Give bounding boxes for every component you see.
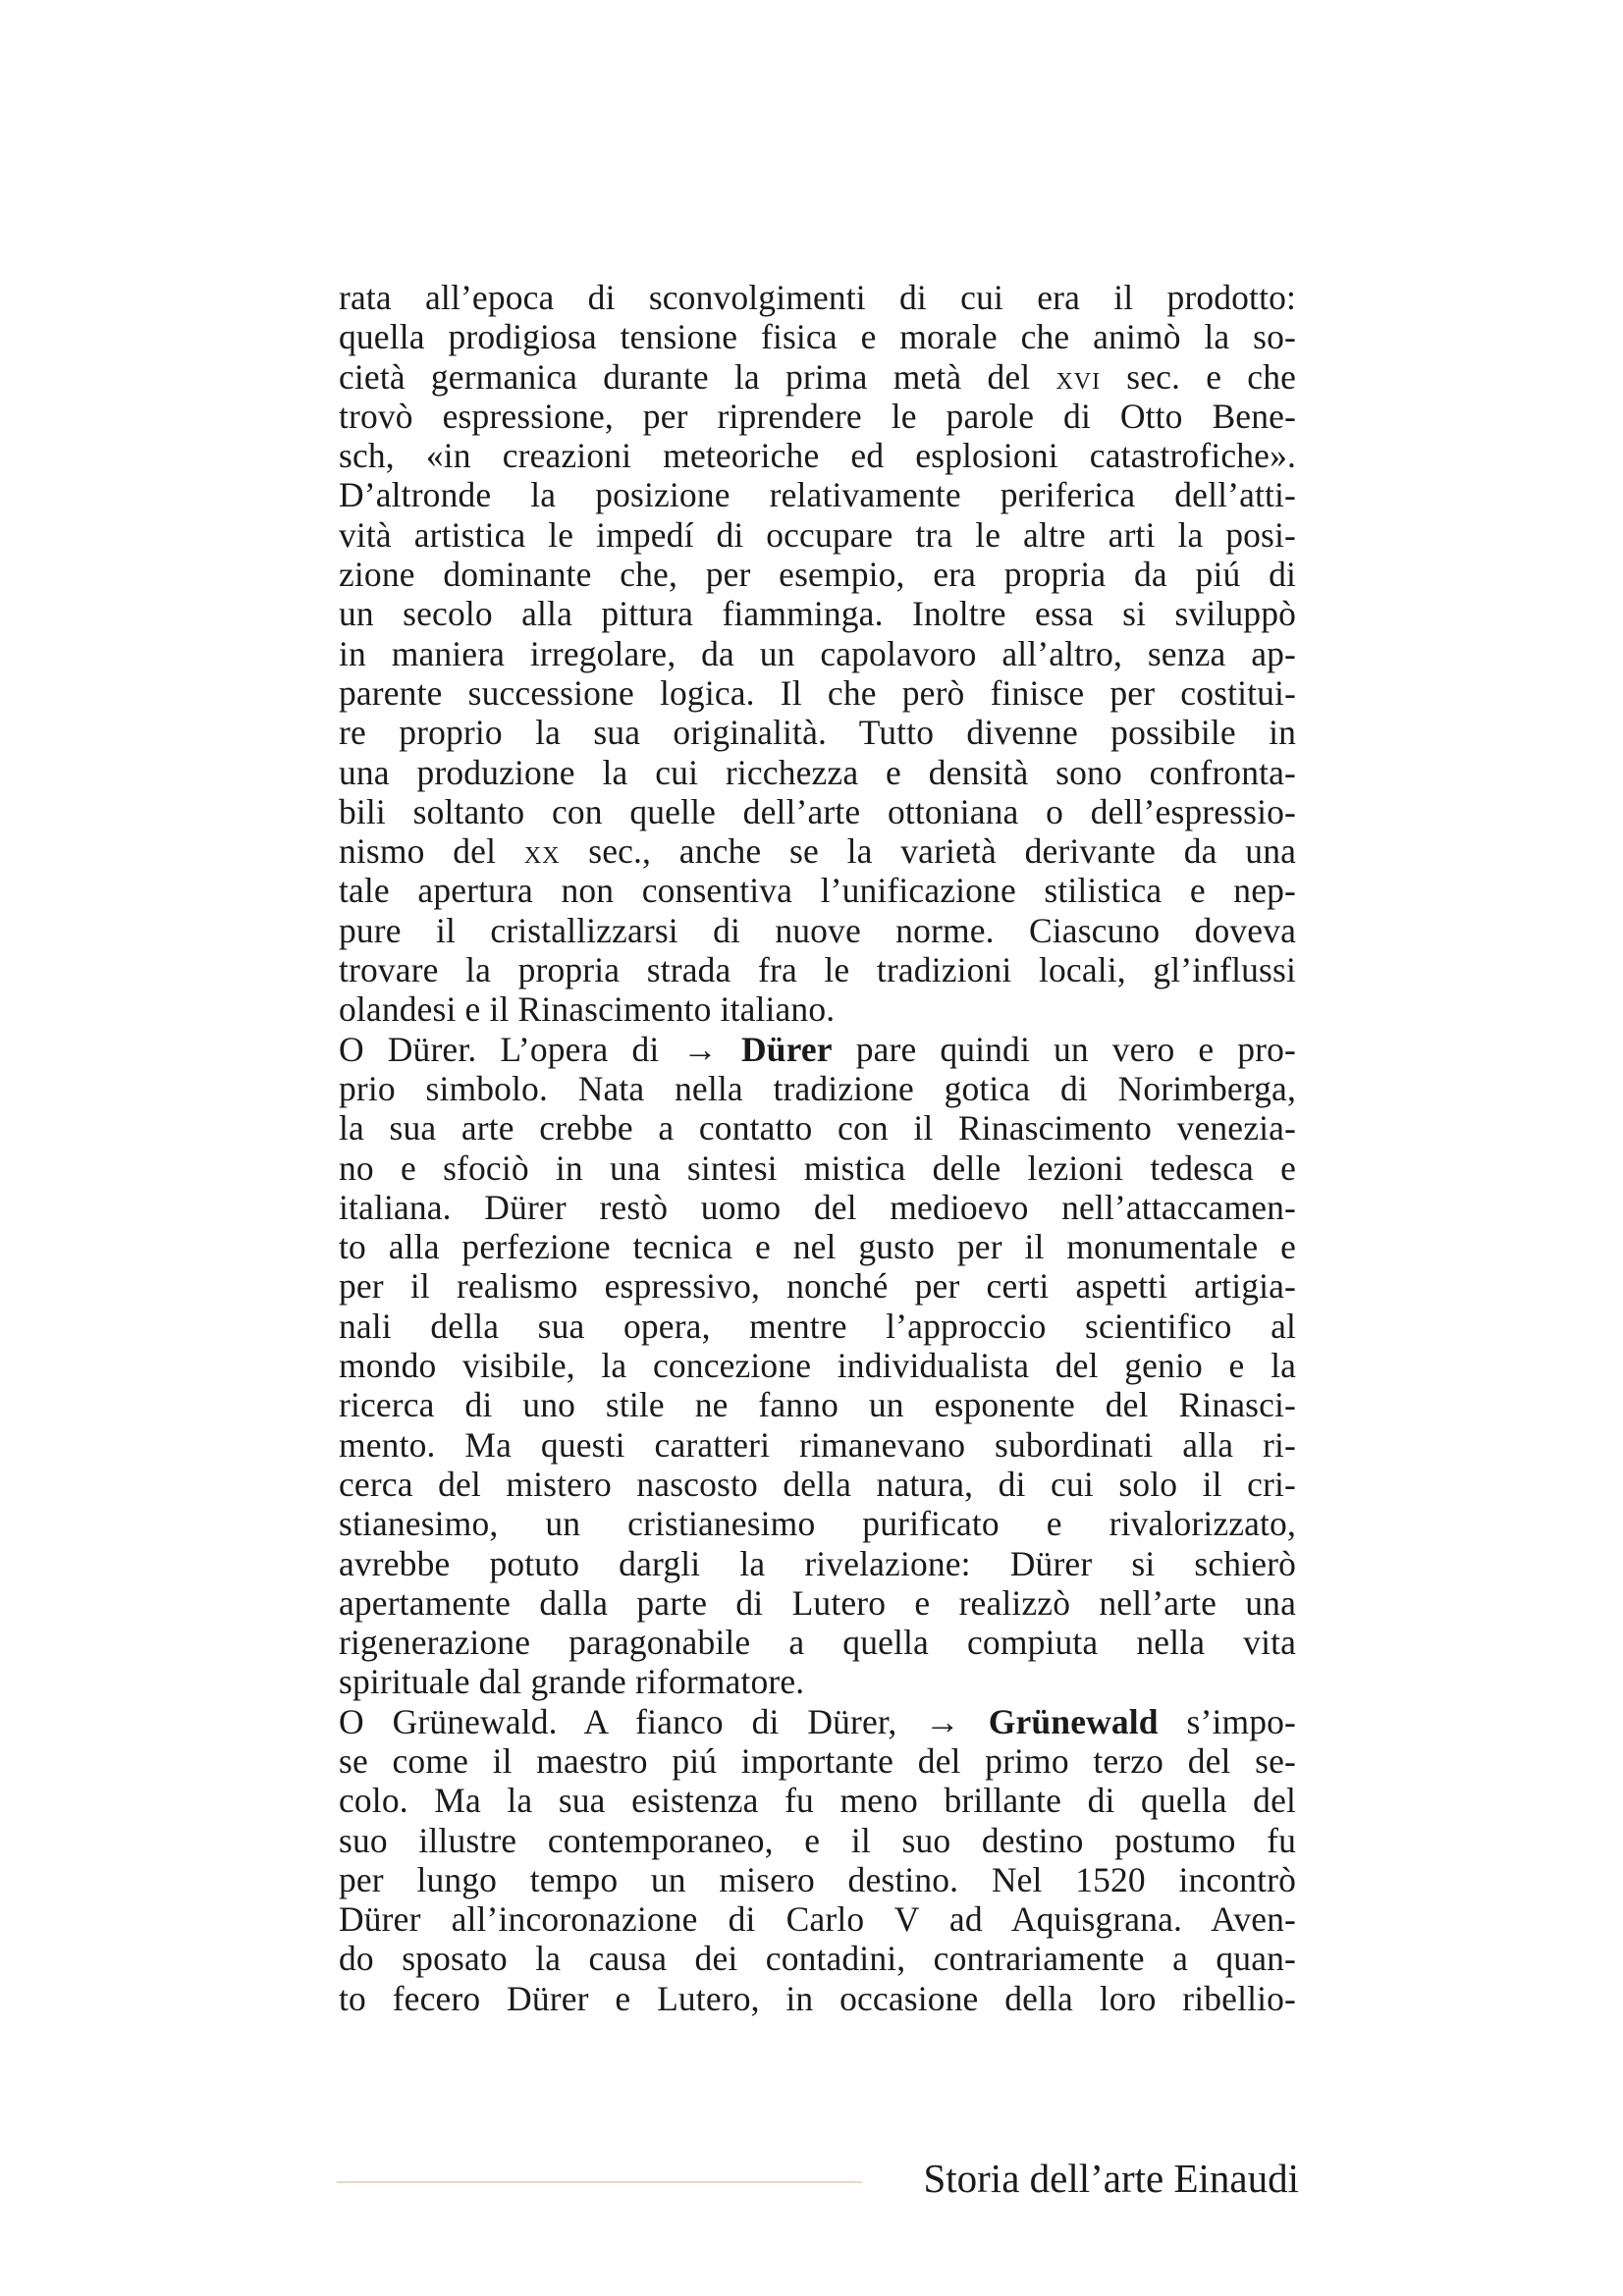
text-line	[339, 871, 1296, 910]
line-text: to alla perfezione tecnica e nel gusto per il monumentale e	[339, 1227, 1296, 1267]
line-text: cietà germanica durante la prima metà del	[339, 356, 1056, 397]
text-line	[339, 673, 1296, 713]
line-text: stianesimo, un cristianesimo purificato e rivalorizzato,	[339, 1504, 1296, 1544]
line-text: spirituale dal grande riformatore.	[339, 1662, 805, 1702]
text-line	[339, 1702, 1296, 1741]
line-text: quella prodigiosa tensione fisica e morale che animò la so-	[339, 317, 1296, 357]
text-line	[339, 1979, 1296, 2018]
body-text	[339, 278, 1296, 2018]
cross-reference: Dürer	[740, 1029, 833, 1069]
line-text: bili soltanto con quelle dell’arte ottoniana o dell’espressio-	[339, 791, 1296, 831]
line-text: tale apertura non consentiva l’unificazione stilistica e nep-	[339, 871, 1296, 911]
text-line	[339, 317, 1296, 356]
line-text: ricerca di uno stile ne fanno un esponente del Rinasci-	[339, 1385, 1296, 1425]
line-text: pare quindi un vero e pro-	[832, 1029, 1296, 1069]
text-line	[339, 1821, 1296, 1860]
text-line	[339, 1148, 1296, 1188]
text-line	[339, 1741, 1296, 1781]
text-line	[339, 1662, 1296, 1701]
line-text: sec., anche se la varietà derivante da una	[560, 831, 1297, 872]
cross-reference: Grünewald	[988, 1701, 1159, 1741]
text-line	[339, 1188, 1296, 1227]
line-text: una produzione la cui ricchezza e densità sono confronta-	[339, 752, 1296, 792]
text-line	[339, 634, 1296, 673]
footer-rule	[337, 2181, 862, 2183]
line-text: D’altronde la posizione relativamente periferica dell’atti-	[339, 475, 1296, 515]
text-line	[339, 594, 1296, 633]
line-text: trovò espressione, per riprendere le parole di Otto Bene-	[339, 396, 1296, 436]
line-text: un secolo alla pittura fiamminga. Inoltre essa si sviluppò	[339, 594, 1296, 634]
line-text: pure il cristallizzarsi di nuove norme. Ciascuno doveva	[339, 910, 1296, 950]
text-line	[339, 911, 1296, 950]
text-line	[339, 436, 1296, 475]
text-line	[339, 753, 1296, 792]
line-text: mondo visibile, la concezione individualista del genio e la	[339, 1346, 1296, 1386]
text-line	[339, 1425, 1296, 1465]
line-text: per il realismo espressivo, nonché per certi aspetti artigia-	[339, 1266, 1296, 1307]
line-text: zione dominante che, per esempio, era propria da piú di	[339, 555, 1296, 595]
line-text: vità artistica le impedí di occupare tra le altre arti la posi-	[339, 514, 1296, 555]
line-text: cerca del mistero nascosto della natura, di cui solo il cri-	[339, 1464, 1296, 1504]
line-text: suo illustre contemporaneo, e il suo destino postumo fu	[339, 1820, 1296, 1860]
line-text: rigenerazione paragonabile a quella compiuta nella vita	[339, 1623, 1296, 1663]
text-line	[339, 831, 1296, 871]
text-line	[339, 1108, 1296, 1148]
line-text: sch, «in creazioni meteoriche ed esplosioni catastrofiche».	[339, 436, 1296, 476]
line-text: no e sfociò in una sintesi mistica delle lezioni tedesca e	[339, 1148, 1296, 1188]
text-line	[339, 1583, 1296, 1623]
text-line	[339, 792, 1296, 831]
line-text: per lungo tempo un misero destino. Nel 1520 incontrò	[339, 1859, 1296, 1899]
line-text: parente successione logica. Il che però finisce per costitui-	[339, 672, 1296, 713]
line-text: Dürer all’incoronazione di Carlo V ad Aquisgrana. Aven-	[339, 1899, 1296, 1940]
text-line	[339, 1504, 1296, 1543]
line-text: O Dürer. L’opera di →	[339, 1029, 741, 1069]
line-text: olandesi e il Rinascimento italiano.	[339, 989, 836, 1030]
text-line	[339, 278, 1296, 317]
text-line	[339, 555, 1296, 594]
text-line	[339, 950, 1296, 989]
line-text: in maniera irregolare, da un capolavoro all’altro, senza ap-	[339, 633, 1296, 673]
text-line	[339, 475, 1296, 514]
line-text: s’impo-	[1158, 1701, 1296, 1741]
line-text: do sposato la causa dei contadini, contrariamente a quan-	[339, 1939, 1296, 1979]
text-line	[339, 1266, 1296, 1306]
text-line	[339, 1623, 1296, 1662]
line-text: sec. e che	[1101, 356, 1296, 397]
text-line	[339, 713, 1296, 752]
roman-numeral: xvi	[1055, 359, 1102, 397]
text-line	[339, 1544, 1296, 1583]
line-text: trovare la propria strada fra le tradizioni locali, gl’influssi	[339, 950, 1296, 990]
line-text: nismo del	[339, 831, 524, 872]
text-line	[339, 397, 1296, 436]
text-line	[339, 1227, 1296, 1266]
text-line	[339, 1939, 1296, 1978]
line-text: nali della sua opera, mentre l’approccio scientifico al	[339, 1306, 1296, 1346]
text-line	[339, 357, 1296, 397]
text-line	[339, 1069, 1296, 1108]
line-text: colo. Ma la sua esistenza fu meno brillante di quella del	[339, 1781, 1296, 1821]
line-text: la sua arte crebbe a contatto con il Rinascimento venezia-	[339, 1108, 1296, 1148]
text-line	[339, 1307, 1296, 1346]
text-line	[339, 1781, 1296, 1820]
line-text: re proprio la sua originalità. Tutto divenne possibile in	[339, 713, 1296, 753]
text-line	[339, 1030, 1296, 1069]
footer-title: Storia dell’arte Einaudi	[923, 2156, 1299, 2201]
line-text: mento. Ma questi caratteri rimanevano subordinati alla ri-	[339, 1424, 1296, 1465]
text-line	[339, 1346, 1296, 1385]
line-text: prio simbolo. Nata nella tradizione gotica di Norimberga,	[339, 1068, 1296, 1108]
line-text: apertamente dalla parte di Lutero e realizzò nell’arte una	[339, 1582, 1296, 1623]
text-line	[339, 1860, 1296, 1899]
line-text: rata all’epoca di sconvolgimenti di cui era il prodotto:	[339, 278, 1296, 317]
text-line	[339, 1465, 1296, 1504]
text-line	[339, 1899, 1296, 1939]
text-line	[339, 1385, 1296, 1424]
text-line	[339, 989, 1296, 1029]
line-text: se come il maestro piú importante del primo terzo del se-	[339, 1740, 1296, 1781]
line-text: avrebbe potuto dargli la rivelazione: Dürer si schierò	[339, 1543, 1296, 1583]
roman-numeral: xx	[523, 834, 561, 872]
line-text: to fecero Dürer e Lutero, in occasione della loro ribellio-	[339, 1978, 1296, 2018]
line-text: O Grünewald. A fianco di Dürer, →	[339, 1701, 989, 1741]
text-line	[339, 515, 1296, 555]
line-text: italiana. Dürer restò uomo del medioevo nell’attaccamen-	[339, 1187, 1296, 1227]
